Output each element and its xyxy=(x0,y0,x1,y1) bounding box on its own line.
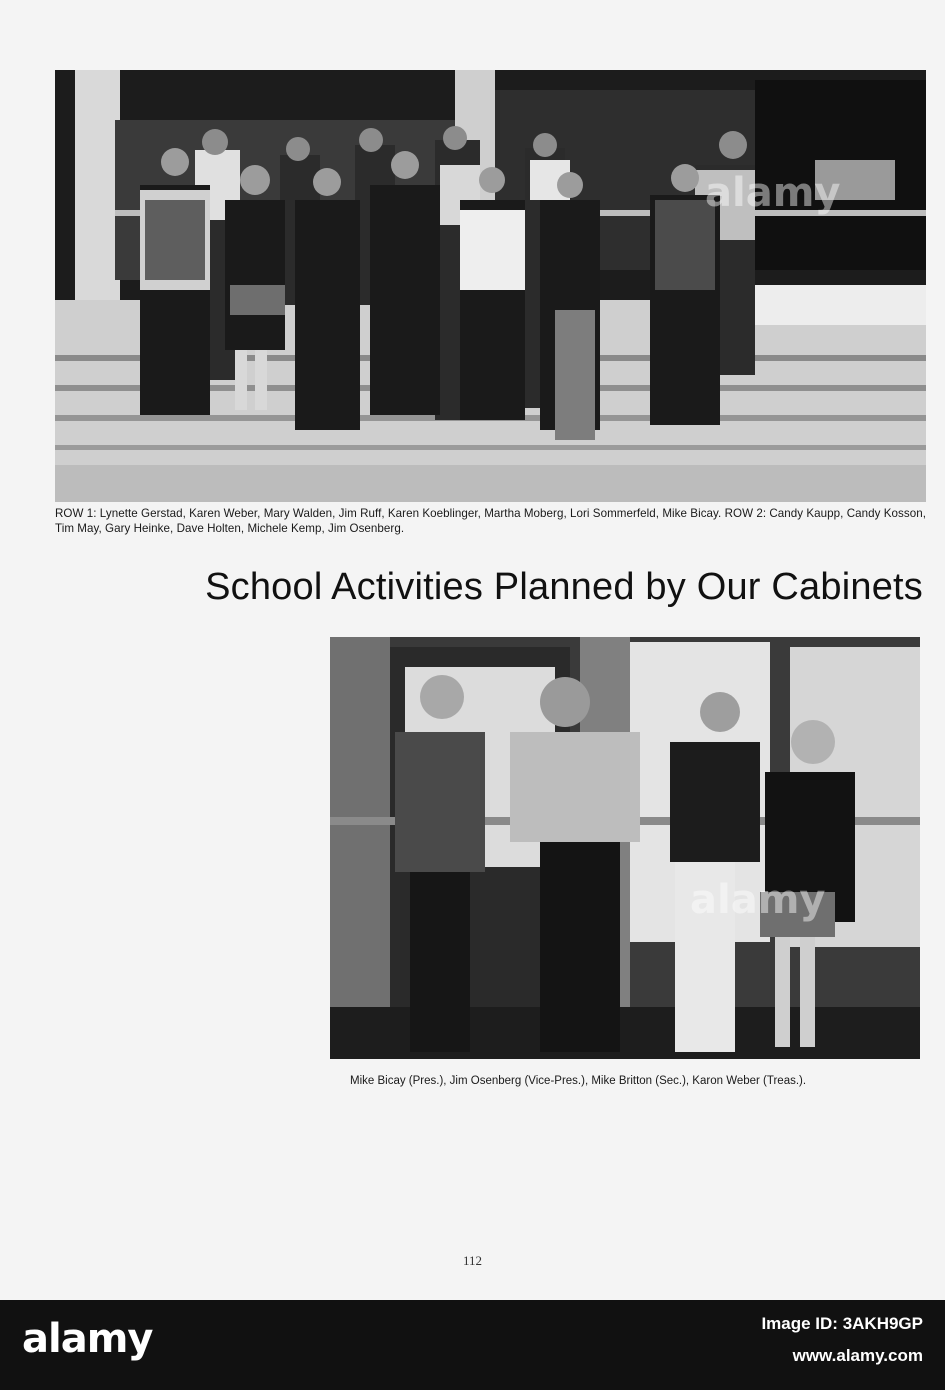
page-headline: School Activities Planned by Our Cabinets xyxy=(205,566,923,608)
image-id: Image ID: 3AKH9GP xyxy=(761,1314,923,1333)
alamy-url[interactable]: www.alamy.com xyxy=(792,1346,923,1365)
stock-footer xyxy=(0,1300,945,1390)
officers-photo xyxy=(330,637,920,1059)
alamy-watermark: alamy xyxy=(705,170,841,216)
row-caption: ROW 1: Lynette Gerstad, Karen Weber, Mary Walden, Jim Ruff, Karen Koeblinger, Martha Moberg, Lori Sommerfeld, Mike Bicay. ROW 2: Candy Kaupp, Candy Kosson, Tim May, Gary Heinke, Dave Holten, Michele Kemp, Jim Osenberg. xyxy=(55,507,926,535)
alamy-logo: alamy xyxy=(22,1316,153,1362)
page-number: 112 xyxy=(462,1253,483,1268)
alamy-watermark-2: alamy xyxy=(690,877,826,923)
officers-caption: Mike Bicay (Pres.), Jim Osenberg (Vice-Pres.), Mike Britton (Sec.), Karon Weber (Treas.). xyxy=(350,1075,807,1087)
group-photo xyxy=(55,70,926,502)
